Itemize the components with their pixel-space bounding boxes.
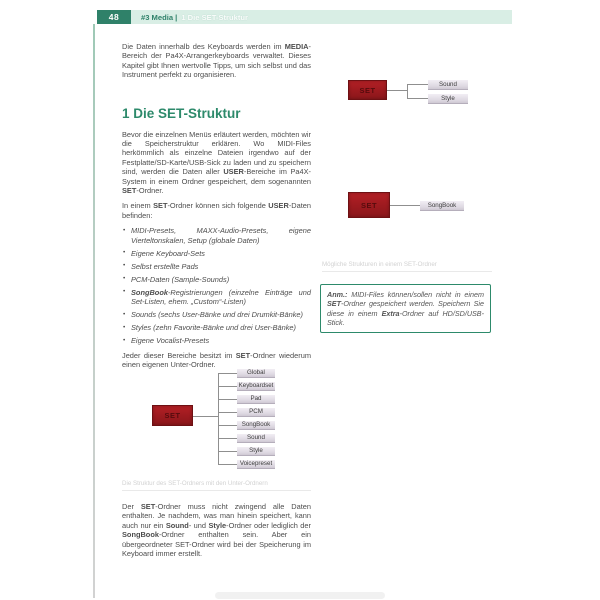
connector-line bbox=[218, 464, 237, 465]
intro-paragraph: Die Daten innerhalb des Keyboards werden im MEDIA-Bereich der Pa4X-Arrangerkeyboards verwaltet. Dieses Kapitel gibt Ihnen wertvolle Tipps, um sich selbst und das Instrument perfekt zu organisieren. bbox=[122, 42, 311, 80]
paragraph-set-structure: Bevor die einzelnen Menüs erläutert werden, möchten wir die Speicherstruktur erklären. Wo MIDI-Files herkömmlich als einzelne Dateien irgendwo auf der Festplatte/SD-Karte/USB-Sick zu laden und zu speichern sind, werden die Daten aller USER-Bereiche im Pa4X-System in einem Ordner gespeichert, dem sogenannten SET-Ordner. bbox=[122, 129, 312, 196]
connector-line bbox=[218, 373, 237, 374]
connector-line bbox=[407, 84, 428, 85]
left-column bbox=[122, 42, 311, 369]
diagram-songbook bbox=[322, 190, 492, 222]
connector-line bbox=[218, 386, 237, 387]
list-item: • Eigene Keyboard-Sets bbox=[122, 249, 311, 258]
list-item: • Styles (zehn Favorite-Bänke und drei User-Bänke) bbox=[122, 323, 311, 332]
connector-line bbox=[218, 451, 237, 452]
connector-line bbox=[218, 399, 237, 400]
chapter-label: #3 Media | bbox=[141, 12, 178, 22]
connector-line bbox=[218, 425, 237, 426]
list-item: • Selbst erstellte Pads bbox=[122, 262, 311, 271]
connector-line bbox=[407, 84, 408, 99]
folder-box-songbook: SongBook bbox=[420, 201, 464, 210]
paragraph-subfolders: Jeder dieser Bereiche besitzt im SET-Ordner wiederum einen eigenen Unter-Ordner. bbox=[122, 350, 311, 369]
section-heading: 1 Die SET-Struktur bbox=[122, 105, 241, 121]
connector-line bbox=[193, 416, 218, 417]
header-bar bbox=[97, 10, 512, 24]
set-folder-box: SET bbox=[348, 192, 390, 218]
list-item: • MIDI-Presets, MAXX-Audio-Presets, eigene Vierteltonskalen, Setup (globale Daten) bbox=[122, 226, 311, 245]
paragraph-user-data-intro: In einem SET-Ordner können sich folgende USER-Daten befinden: bbox=[122, 201, 311, 220]
folder-box-style: Style bbox=[428, 94, 468, 103]
section-title: 1 Die SET-Struktur bbox=[181, 12, 248, 22]
paragraph-closing: Der SET-Ordner muss nicht zwingend alle Daten enthalten. Je nachdem, was man hinein speichert, kann auch nur ein Sound- und Style-Ordner oder lediglich der SongBook-Ordner enthalten sein. Aber ein übergeordneter SET-Ordner wird bei der Speicherung im Keyboard immer erstellt. bbox=[122, 502, 312, 559]
connector-line bbox=[218, 412, 237, 413]
note-box: Anm.: MIDI-Files können/sollen nicht in einem SET-Ordner gespeichert werden. Speichern Sie diese in einem Extra-Ordner auf HD/SD/USB-Stick. bbox=[320, 284, 491, 333]
user-data-list bbox=[122, 226, 311, 345]
diagram-set-full bbox=[122, 366, 311, 476]
folder-box-voicepreset: Voicepreset bbox=[237, 460, 275, 468]
folder-box-songbook: SongBook bbox=[237, 421, 275, 429]
connector-line bbox=[390, 205, 420, 206]
list-item: • PCM-Daten (Sample-Sounds) bbox=[122, 275, 311, 284]
footer-bar bbox=[215, 592, 385, 599]
set-folder-box: SET bbox=[348, 80, 387, 100]
list-item: • Sounds (sechs User-Bänke und drei Drumkit-Bänke) bbox=[122, 310, 311, 319]
connector-line bbox=[218, 438, 237, 439]
folder-box-style: Style bbox=[237, 447, 275, 455]
list-item: • SongBook-Registrierungen (einzelne Einträge und Set-Listen, ehem. „Custom“-Listen) bbox=[122, 288, 311, 307]
folder-box-pad: Pad bbox=[237, 395, 275, 403]
page-edge-line bbox=[93, 24, 95, 598]
folder-box-global: Global bbox=[237, 369, 275, 377]
figure-caption: Die Struktur des SET-Ordners mit den Unter-Ordnern bbox=[122, 480, 311, 491]
folder-box-sound: Sound bbox=[428, 80, 468, 89]
folder-box-keyboardset: Keyboardset bbox=[238, 382, 274, 389]
connector-line bbox=[387, 90, 407, 91]
folder-box-sound: Sound bbox=[237, 434, 275, 442]
figure-caption: Mögliche Strukturen in einem SET-Ordner bbox=[322, 261, 492, 272]
list-item: • Eigene Vocalist-Presets bbox=[122, 336, 311, 345]
diagram-sound-style bbox=[322, 78, 492, 110]
connector-line bbox=[407, 98, 428, 99]
page-number: 48 bbox=[97, 10, 131, 24]
folder-box-pcm: PCM bbox=[237, 408, 275, 416]
set-folder-box: SET bbox=[152, 405, 193, 426]
